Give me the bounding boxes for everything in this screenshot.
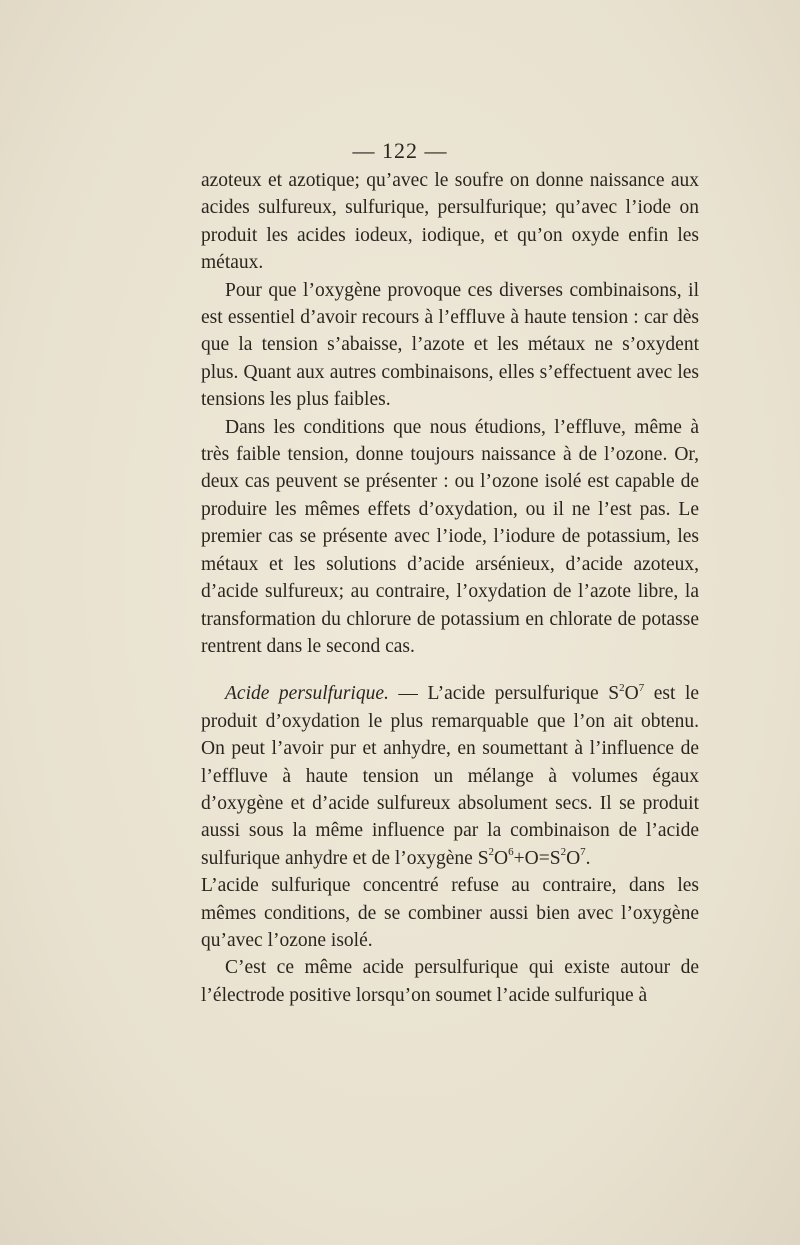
paragraph-4-part-a: — L’acide persulfurique S <box>388 683 620 705</box>
paragraph-4-part-f: O <box>566 847 581 869</box>
section-title: Acide persulfurique. <box>225 683 389 705</box>
paragraph-4-part-d: O <box>494 847 509 869</box>
paragraph-3: Dans les conditions que nous étudions, l’effluve, même à très faible tension, donne toujours naissance à de l’ozone. Or, deux cas peuvent se présenter : ou l’ozone isolé est capable de produire les mêmes effets d’oxydation, ou il ne l’est pas. Le premier cas se présente avec l’iode, l’iodure de potassium, les métaux et les solutions d’acide arsénieux, d’acide azoteux, d’acide sulfureux; au contraire, l’oxydation de l’azote libre, la transformation du chlorure de potassium en chlorate de potasse rentrent dans le second cas. <box>201 416 699 657</box>
paragraph-4-part-g: . <box>585 847 591 869</box>
paragraph-6: C’est ce même acide persulfurique qui existe autour de l’électrode positive lorsqu’on soumet l’acide sulfurique à <box>201 957 699 1006</box>
page-number: — 122 — <box>352 138 448 163</box>
paragraph-5: L’acide sulfurique concentré refuse au contraire, dans les mêmes conditions, de se combiner aussi bien avec l’oxygène qu’avec l’ozone isolé. <box>201 875 699 951</box>
body-text <box>201 167 699 1009</box>
subscript-2: 2 <box>619 681 625 694</box>
paragraph-4 <box>201 680 699 872</box>
subscript-2c: 2 <box>560 846 567 859</box>
paragraph-1: azoteux et azotique; qu’avec le soufre on donne naissance aux acides sulfureux, sulfurique, persulfurique; qu’avec l’iode on produit les acides iodeux, iodique, et qu’on oxyde enfin les métaux. <box>201 170 699 274</box>
paragraph-4-part-e: +O=S <box>513 847 561 869</box>
subscript-2b: 2 <box>488 846 495 859</box>
paragraph-4-part-b: O <box>624 683 639 705</box>
subscript-6: 6 <box>508 846 514 859</box>
subscript-7b: 7 <box>580 846 586 859</box>
paragraph-2: Pour que l’oxygène provoque ces diverses combinaisons, il est essentiel d’avoir recours à l’effluve à haute tension : car dès que la tension s’abaisse, l’azote et les métaux ne s’oxydent plus. Quant aux autres combinaisons, elles s’effectuent avec les tensions les plus faibles. <box>201 279 699 411</box>
paragraph-4-part-c: est le produit d’oxydation le plus remarquable que l’on ait obtenu. On peut l’avoir pur et anhydre, en soumettant à l’influence de l’effluve à haute tension un mélange à volumes égaux d’oxygène et d’acide sulfureux absolument secs. Il se produit aussi sous la même influence par la combinaison de l’acide sulfurique anhydre et de l’oxygène S <box>201 683 700 869</box>
subscript-7: 7 <box>638 681 645 694</box>
